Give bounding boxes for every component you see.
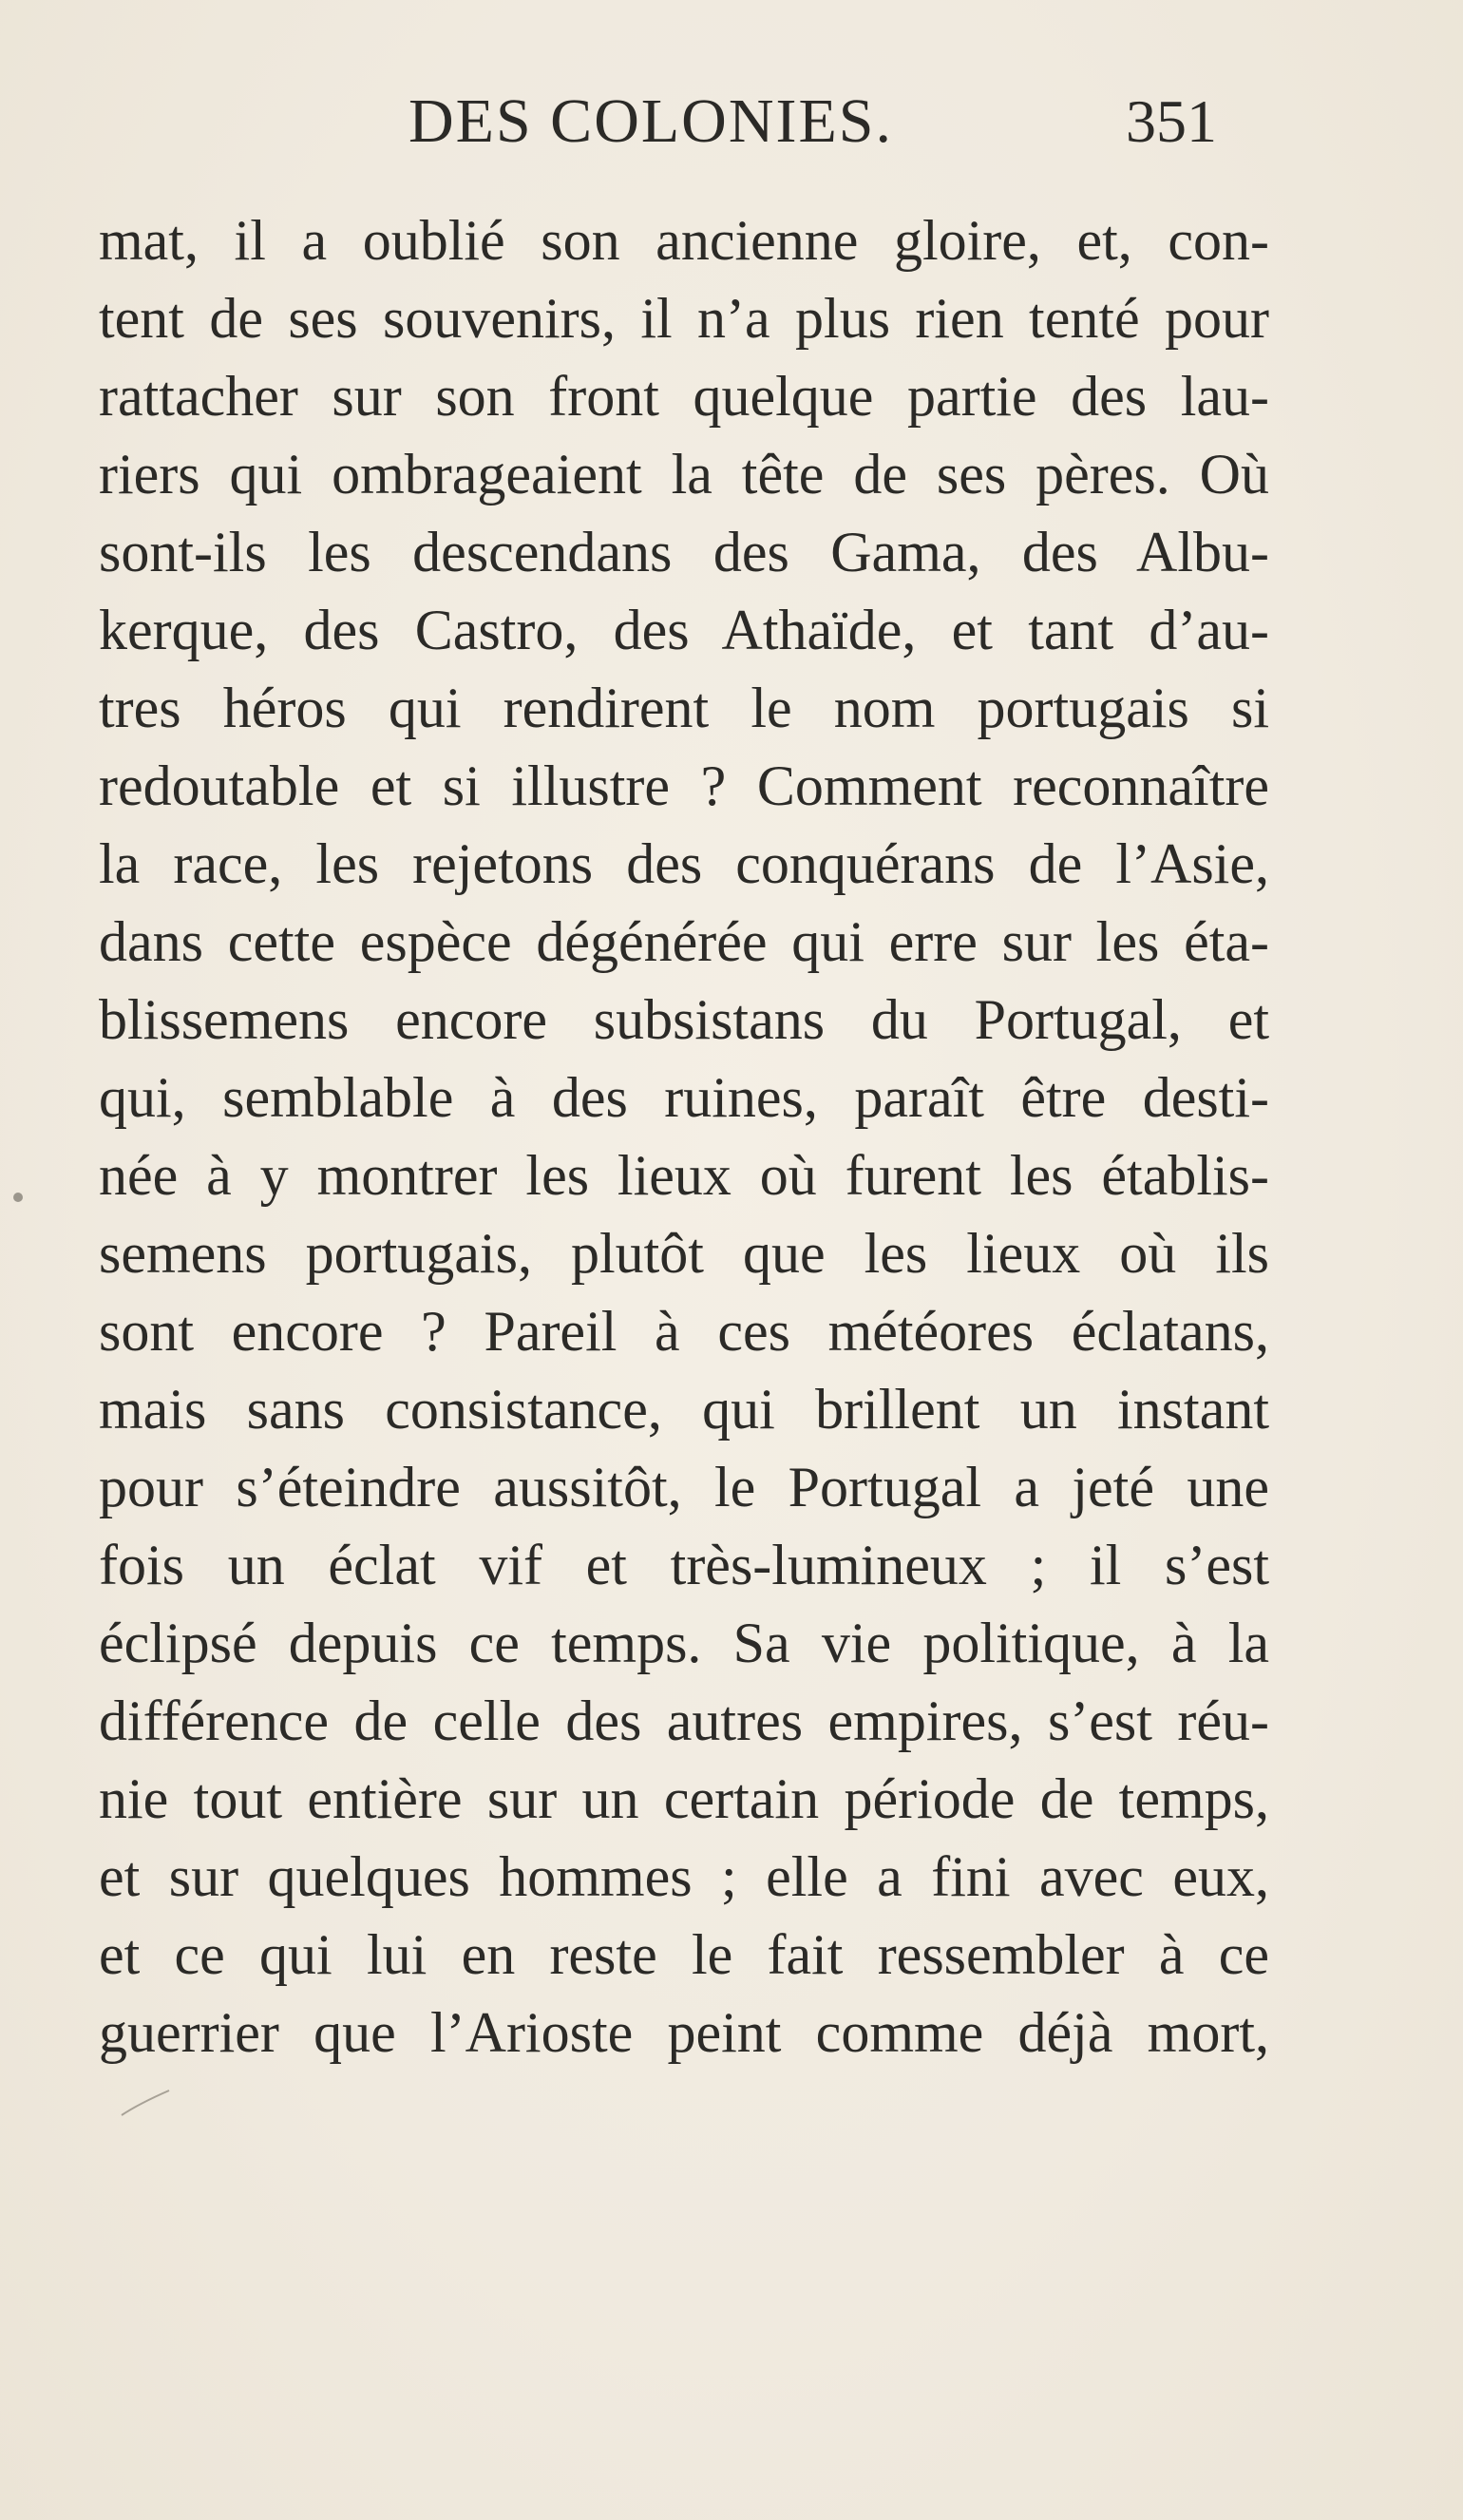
text-line: pour s’éteindre aussitôt, le Portugal a jeté une bbox=[99, 1456, 1269, 1518]
text-line: mais sans consistance, qui brillent un instant bbox=[99, 1378, 1269, 1441]
text-line: et sur quelques hommes ; elle a fini avec eux, bbox=[99, 1845, 1269, 1908]
text-line: éclipsé depuis ce temps. Sa vie politique, à la bbox=[99, 1612, 1269, 1674]
pencil-stroke-mark bbox=[120, 2089, 171, 2117]
text-line: guerrier que l’Arioste peint comme déjà mort, bbox=[99, 2001, 1269, 2064]
text-line: nie tout entière sur un certain période de temps, bbox=[99, 1767, 1269, 1830]
text-line: redoutable et si illustre ? Comment reconnaître bbox=[99, 754, 1269, 817]
text-line: et ce qui lui en reste le fait ressembler à ce bbox=[99, 1923, 1269, 1986]
text-line: riers qui ombrageaient la tête de ses pères. Où bbox=[99, 443, 1269, 506]
text-line: sont encore ? Pareil à ces météores éclatans, bbox=[99, 1300, 1269, 1363]
text-line: fois un éclat vif et très-lumineux ; il s’est bbox=[99, 1534, 1269, 1596]
text-line: la race, les rejetons des conquérans de l’Asie, bbox=[99, 832, 1269, 895]
text-line: dans cette espèce dégénérée qui erre sur les éta- bbox=[99, 910, 1269, 973]
text-line: semens portugais, plutôt que les lieux où ils bbox=[99, 1222, 1269, 1285]
text-line: qui, semblable à des ruines, paraît être desti- bbox=[99, 1066, 1269, 1129]
text-line: mat, il a oublié son ancienne gloire, et, con- bbox=[99, 209, 1269, 272]
text-line: kerque, des Castro, des Athaïde, et tant d’au- bbox=[99, 599, 1269, 661]
text-line: tent de ses souvenirs, il n’a plus rien tenté pour bbox=[99, 287, 1269, 350]
text-line: rattacher sur son front quelque partie des lau- bbox=[99, 365, 1269, 428]
text-line: sont-ils les descendans des Gama, des Albu- bbox=[99, 521, 1269, 583]
text-line: différence de celle des autres empires, s’est réu- bbox=[99, 1690, 1269, 1752]
text-line: née à y montrer les lieux où furent les établis- bbox=[99, 1144, 1269, 1207]
text-line: tres héros qui rendirent le nom portugais si bbox=[99, 677, 1269, 739]
ink-speck bbox=[13, 1193, 23, 1202]
running-head bbox=[0, 84, 1463, 160]
page-number: 351 bbox=[1126, 87, 1217, 155]
text-line: blissemens encore subsistans du Portugal, et bbox=[99, 988, 1269, 1051]
body-text bbox=[99, 201, 1269, 2071]
running-title: DES COLONIES. bbox=[408, 86, 894, 156]
